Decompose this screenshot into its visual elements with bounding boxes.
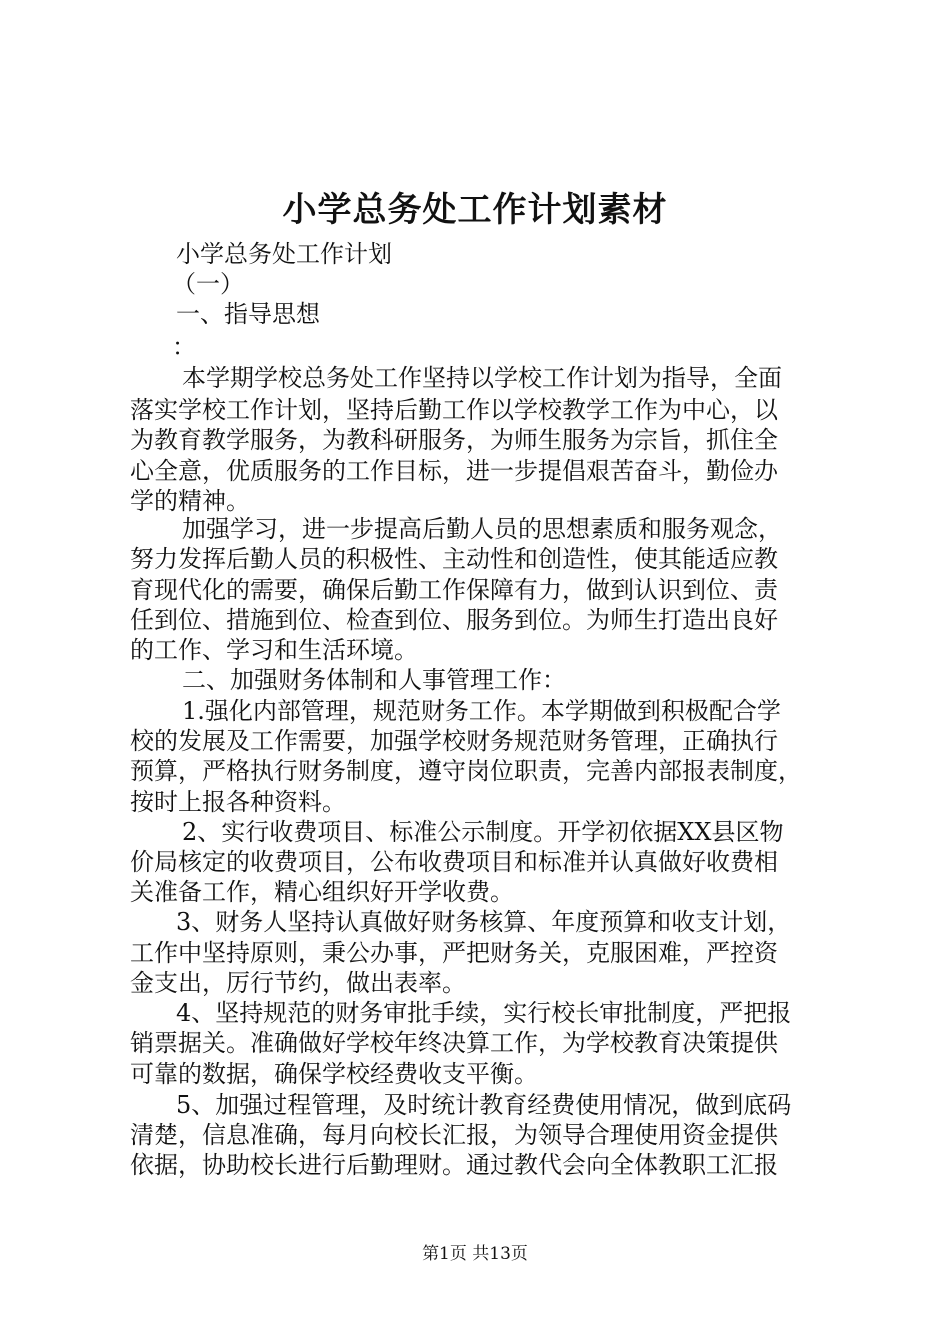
section-heading-guiding: 一、指导思想 <box>176 300 320 328</box>
paragraph-line: 的工作、学习和生活环境。 <box>130 636 418 664</box>
page-number-footer: 第1页 共13页 <box>422 1244 528 1264</box>
paragraph-line: 育现代化的需要，确保后勤工作保障有力，做到认识到位、责 <box>130 576 778 604</box>
paragraph-line: 清楚，信息准确，每月向校长汇报，为领导合理使用资金提供 <box>130 1121 778 1149</box>
paragraph-line: 1.强化内部管理，规范财务工作。本学期做到积极配合学 <box>182 697 781 725</box>
paragraph-line: 关准备工作，精心组织好开学收费。 <box>130 878 514 906</box>
paragraph-line: 努力发挥后勤人员的积极性、主动性和创造性，使其能适应教 <box>130 545 778 573</box>
paragraph-line: 价局核定的收费项目，公布收费项目和标准并认真做好收费相 <box>130 848 778 876</box>
paragraph-line: 按时上报各种资料。 <box>130 788 346 816</box>
paragraph-line: 5、加强过程管理，及时统计教育经费使用情况，做到底码 <box>176 1091 792 1119</box>
paragraph-line: 本学期学校总务处工作坚持以学校工作计划为指导，全面 <box>182 364 782 392</box>
paragraph-line: 任到位、措施到位、检查到位、服务到位。为师生打造出良好 <box>130 606 778 634</box>
paragraph-line: 3、财务人坚持认真做好财务核算、年度预算和收支计划， <box>176 908 792 936</box>
paragraph-line: 4、坚持规范的财务审批手续，实行校长审批制度，严把报 <box>176 999 792 1027</box>
paragraph-line: 心全意，优质服务的工作目标，进一步提倡艰苦奋斗，勤俭办 <box>130 457 778 485</box>
paragraph-line: 金支出，厉行节约，做出表率。 <box>130 969 466 997</box>
paragraph-line: 工作中坚持原则，秉公办事，严把财务关，克服困难，严控资 <box>130 939 778 967</box>
paragraph-line: 加强学习，进一步提高后勤人员的思想素质和服务观念， <box>182 515 782 543</box>
paragraph-line: 依据，协助校长进行后勤理财。通过教代会向全体教职工汇报 <box>130 1151 778 1179</box>
subtitle-line: 小学总务处工作计划 <box>176 240 392 268</box>
paragraph-line: 校的发展及工作需要，加强学校财务规范财务管理，正确执行 <box>130 727 778 755</box>
paragraph-line: 销票据关。准确做好学校年终决算工作，为学校教育决策提供 <box>130 1029 778 1057</box>
section-heading-finance: 二、加强财务体制和人事管理工作： <box>182 666 566 694</box>
paragraph-line: 预算，严格执行财务制度，遵守岗位职责，完善内部报表制度， <box>130 757 802 785</box>
paragraph-line: 落实学校工作计划，坚持后勤工作以学校教学工作为中心，以 <box>130 396 778 424</box>
paragraph-line: 为教育教学服务，为教科研服务，为师生服务为宗旨，抓住全 <box>130 426 778 454</box>
section-number-line: （一） <box>172 270 244 298</box>
colon-line: ： <box>172 333 196 361</box>
paragraph-line: 学的精神。 <box>130 487 250 515</box>
paragraph-line: 可靠的数据，确保学校经费收支平衡。 <box>130 1060 538 1088</box>
paragraph-line: 2、实行收费项目、标准公示制度。开学初依据XX县区物 <box>182 818 784 846</box>
document-title: 小学总务处工作计划素材 <box>282 190 668 230</box>
